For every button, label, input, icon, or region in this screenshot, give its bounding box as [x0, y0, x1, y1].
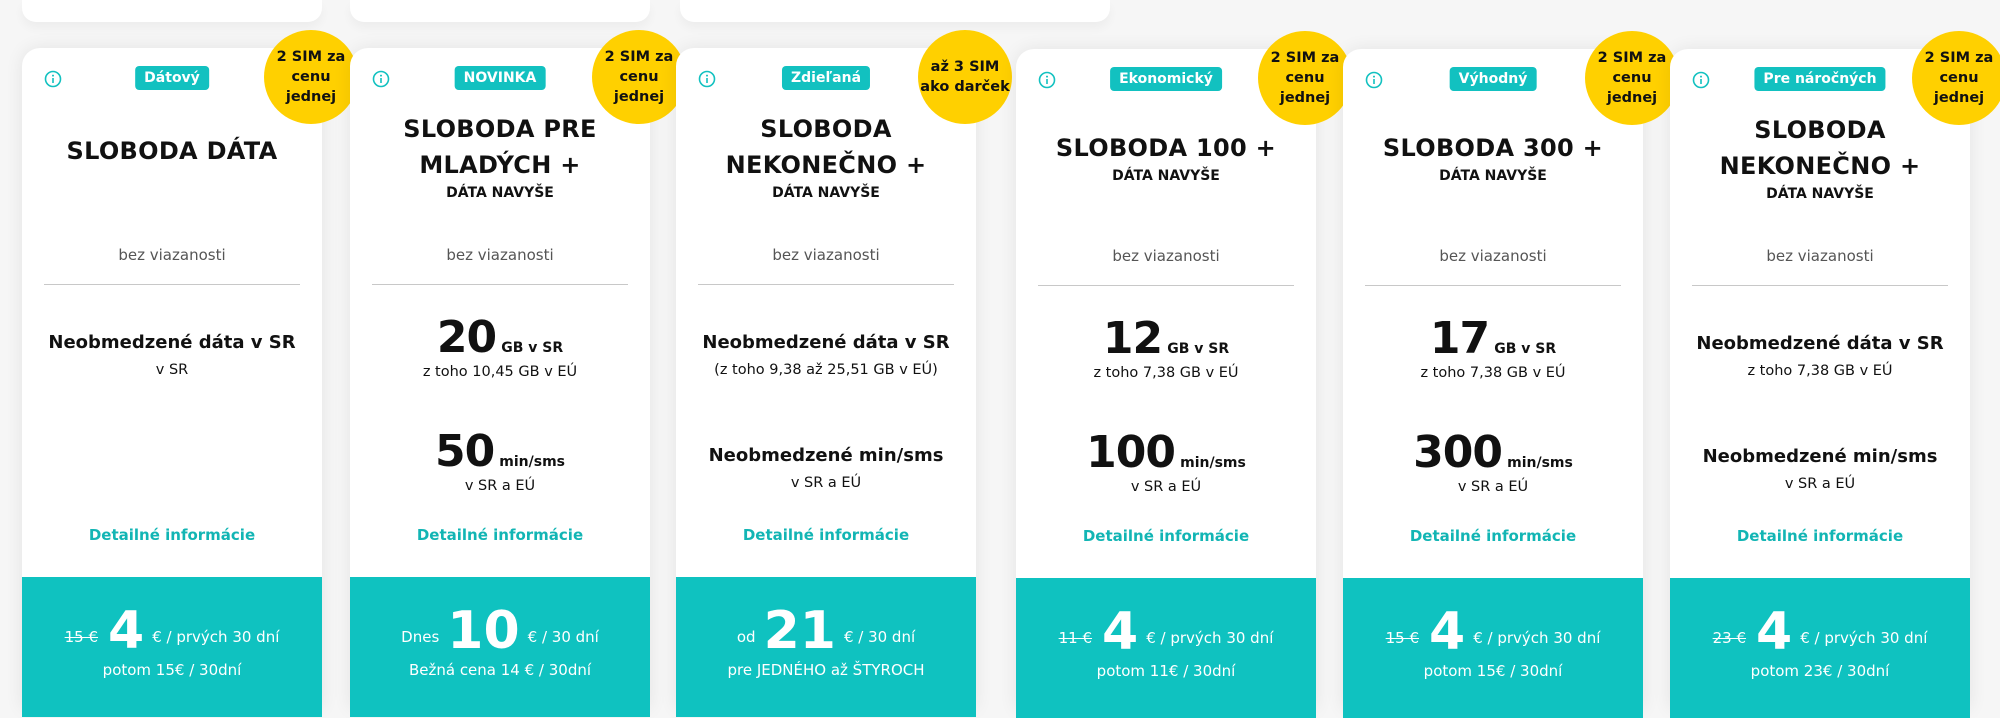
price-line — [1016, 602, 1316, 662]
sticker-line-1: 2 SIM za — [1270, 50, 1340, 66]
sticker-line-2: cenu jednej — [613, 69, 665, 105]
data-allowance — [350, 312, 650, 380]
plan-badge: Pre náročných — [1754, 67, 1885, 91]
minutes-amount: 100 — [1086, 427, 1176, 478]
plan-title-block — [1343, 109, 1643, 205]
price-after: potom 15€ / 30dní — [102, 661, 242, 679]
commitment-text: bez viazanosti — [1112, 247, 1220, 265]
price-amount: 10 — [447, 601, 520, 661]
plan-badge: Zdieľaná — [782, 66, 870, 90]
minutes-unit: min/sms — [499, 454, 566, 470]
price-period: € / prvých 30 dní — [152, 628, 280, 646]
old-price: 23 € — [1712, 629, 1747, 647]
commitment-text: bez viazanosti — [1439, 247, 1547, 265]
details-link[interactable]: Detailné informácie — [416, 526, 584, 544]
sticker-line-1: 2 SIM za — [604, 49, 674, 65]
minutes-sub: v SR a EÚ — [1130, 479, 1202, 495]
price-panel[interactable] — [676, 577, 976, 717]
plan-subtitle: DÁTA NAVYŠE — [1112, 168, 1220, 184]
minutes-amount: 300 — [1413, 427, 1503, 478]
data-allowance — [1670, 331, 1970, 379]
data-amount-line — [350, 312, 650, 363]
sticker-line-2: cenu jednej — [1279, 70, 1331, 106]
details-link[interactable]: Detailné informácie — [1082, 527, 1250, 545]
data-sub: v SR — [155, 362, 189, 378]
sticker-line-2: ako darček — [920, 79, 1010, 95]
price-amount: 21 — [763, 601, 836, 661]
divider — [44, 284, 300, 285]
price-amount: 4 — [1756, 602, 1793, 662]
price-after: Bežná cena 14 € / 30dní — [408, 661, 592, 679]
old-price: 15 € — [64, 628, 99, 646]
tariff-card — [1343, 49, 1667, 709]
commitment-text: bez viazanosti — [1766, 247, 1874, 265]
data-headline: Neobmedzené dáta v SR — [1696, 333, 1944, 354]
plan-title: SLOBODA PRE MLADÝCH + — [403, 115, 597, 179]
commitment-text: bez viazanosti — [118, 246, 226, 264]
details-link[interactable]: Detailné informácie — [1736, 527, 1904, 545]
details-link[interactable]: Detailné informácie — [742, 526, 910, 544]
price-period: € / prvých 30 dní — [1473, 629, 1601, 647]
plan-subtitle: DÁTA NAVYŠE — [772, 185, 880, 201]
minutes-sub: v SR a EÚ — [464, 478, 536, 494]
plan-title: SLOBODA NEKONEČNO + — [725, 115, 927, 179]
divider — [372, 284, 628, 285]
data-headline: Neobmedzené dáta v SR — [48, 332, 296, 353]
data-allowance — [22, 330, 322, 378]
data-amount: 12 — [1102, 313, 1163, 364]
sticker-line-1: 2 SIM za — [1924, 50, 1994, 66]
data-allowance — [676, 330, 976, 378]
minutes-allowance — [1670, 442, 1970, 492]
minutes-amount-line — [1016, 427, 1316, 478]
minutes-unit: min/sms — [1180, 455, 1246, 471]
old-price: 11 € — [1058, 629, 1093, 647]
data-amount: 20 — [436, 312, 497, 363]
divider — [1365, 285, 1621, 286]
sticker-line-2: cenu jednej — [1606, 70, 1658, 106]
info-icon[interactable] — [698, 70, 716, 88]
price-after: pre JEDNÉHO až ŠTYROCH — [727, 661, 925, 679]
data-amount: 17 — [1429, 313, 1490, 364]
price-period: € / prvých 30 dní — [1146, 629, 1274, 647]
divider — [1038, 285, 1294, 286]
plan-title-block — [676, 108, 976, 204]
data-unit: GB v SR — [1167, 341, 1230, 357]
minutes-sub: v SR a EÚ — [1784, 476, 1856, 492]
minutes-amount-line — [350, 426, 650, 477]
data-allowance — [1343, 313, 1643, 381]
price-panel[interactable] — [350, 577, 650, 717]
plan-badge: Dátový — [135, 66, 209, 90]
price-prefix: od — [736, 628, 756, 646]
data-sub: z toho 7,38 GB v EÚ — [1093, 365, 1239, 381]
tariff-card — [350, 48, 674, 708]
details-link[interactable]: Detailné informácie — [88, 526, 256, 544]
plan-badge: NOVINKA — [455, 66, 546, 90]
info-icon[interactable] — [372, 70, 390, 88]
minutes-unit: min/sms — [1507, 455, 1573, 471]
divider — [1692, 285, 1948, 286]
price-after: potom 11€ / 30dní — [1096, 662, 1236, 680]
price-panel[interactable] — [1343, 578, 1643, 718]
info-icon[interactable] — [1365, 71, 1383, 89]
minutes-allowance — [350, 426, 650, 494]
price-after: potom 15€ / 30dní — [1423, 662, 1563, 680]
price-line — [22, 601, 322, 661]
data-sub: (z toho 9,38 až 25,51 GB v EÚ) — [714, 362, 938, 378]
data-headline: Neobmedzené dáta v SR — [702, 332, 950, 353]
price-line — [1343, 602, 1643, 662]
data-sub: z toho 7,38 GB v EÚ — [1747, 363, 1893, 379]
divider — [698, 284, 954, 285]
price-line — [1670, 602, 1970, 662]
tariff-card — [22, 48, 346, 708]
price-panel[interactable] — [1016, 578, 1316, 718]
sticker-line-2: cenu jednej — [285, 69, 337, 105]
commitment-text: bez viazanosti — [772, 246, 880, 264]
data-allowance — [1016, 313, 1316, 381]
info-icon[interactable] — [1038, 71, 1056, 89]
price-after: potom 23€ / 30dní — [1750, 662, 1890, 680]
plan-subtitle: DÁTA NAVYŠE — [446, 185, 554, 201]
plan-badge: Výhodný — [1450, 67, 1537, 91]
tariff-card — [1670, 49, 1994, 709]
price-amount: 4 — [1102, 602, 1139, 662]
tariff-card — [676, 48, 1010, 708]
info-icon[interactable] — [1692, 71, 1710, 89]
data-amount-line — [1016, 313, 1316, 364]
top-strip — [350, 0, 650, 22]
minutes-allowance — [1343, 427, 1643, 495]
top-strip — [22, 0, 322, 22]
info-icon[interactable] — [44, 70, 62, 88]
minutes-sub: v SR a EÚ — [1457, 479, 1529, 495]
old-price: 15 € — [1385, 629, 1420, 647]
top-strip — [680, 0, 1110, 22]
price-prefix: Dnes — [401, 628, 440, 646]
commitment-text: bez viazanosti — [446, 246, 554, 264]
minutes-amount: 50 — [434, 426, 495, 477]
minutes-headline: Neobmedzené min/sms — [1702, 446, 1938, 467]
plan-title: SLOBODA 100 + — [1055, 134, 1277, 162]
data-amount-line — [1343, 313, 1643, 364]
sticker-line-1: 2 SIM za — [276, 49, 346, 65]
price-period: € / 30 dní — [843, 628, 916, 646]
minutes-allowance — [676, 441, 976, 491]
price-line — [676, 601, 976, 661]
plan-title-block — [1670, 109, 1970, 205]
data-sub: z toho 10,45 GB v EÚ — [422, 364, 578, 380]
minutes-sub: v SR a EÚ — [790, 475, 862, 491]
price-period: € / prvých 30 dní — [1800, 629, 1928, 647]
sticker-line-1: 2 SIM za — [1597, 50, 1667, 66]
data-unit: GB v SR — [1494, 341, 1557, 357]
price-amount: 4 — [1429, 602, 1466, 662]
plan-badge: Ekonomický — [1110, 67, 1222, 91]
tariff-card — [1016, 49, 1340, 709]
plan-subtitle: DÁTA NAVYŠE — [1766, 186, 1874, 202]
price-panel[interactable] — [1670, 578, 1970, 718]
plan-title-block — [1016, 109, 1316, 205]
price-line — [350, 601, 650, 661]
plan-title: SLOBODA NEKONEČNO + — [1719, 116, 1921, 180]
price-amount: 4 — [108, 601, 145, 661]
plan-title-block — [22, 103, 322, 199]
plan-title-block — [350, 108, 650, 204]
data-unit: GB v SR — [501, 340, 564, 356]
minutes-headline: Neobmedzené min/sms — [708, 445, 944, 466]
sticker-line-2: cenu jednej — [1933, 70, 1985, 106]
minutes-allowance — [1016, 427, 1316, 495]
price-panel[interactable] — [22, 577, 322, 717]
data-sub: z toho 7,38 GB v EÚ — [1420, 365, 1566, 381]
details-link[interactable]: Detailné informácie — [1409, 527, 1577, 545]
plan-title: SLOBODA DÁTA — [66, 137, 278, 165]
plan-subtitle: DÁTA NAVYŠE — [1439, 168, 1547, 184]
price-period: € / 30 dní — [527, 628, 599, 646]
minutes-amount-line — [1343, 427, 1643, 478]
plan-title: SLOBODA 300 + — [1382, 134, 1604, 162]
sticker-line-1: až 3 SIM — [930, 59, 1000, 75]
